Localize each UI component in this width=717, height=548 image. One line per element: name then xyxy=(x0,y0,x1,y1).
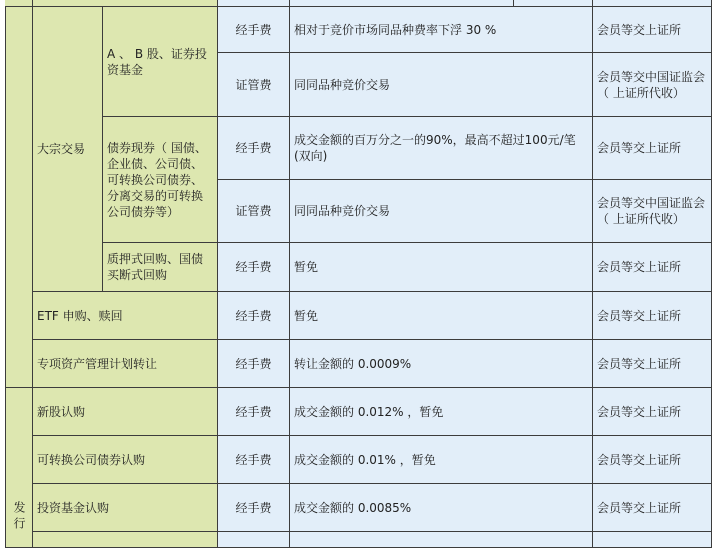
standard-cell xyxy=(290,180,593,243)
collector-cell xyxy=(593,117,712,180)
market-label: 新股认购 xyxy=(37,404,86,419)
standard-cell xyxy=(290,117,593,180)
partial-cell xyxy=(33,0,218,7)
category-cell-trading xyxy=(5,7,33,388)
partial-cell xyxy=(593,0,712,7)
category-cell-issue xyxy=(5,388,33,548)
fee-label: 经手费 xyxy=(235,500,272,515)
market-cell xyxy=(33,340,218,388)
fee-label: 经手费 xyxy=(235,260,272,274)
collector-cell xyxy=(593,180,712,243)
market-cell xyxy=(33,292,218,340)
collector-text: 会员等交上证所 xyxy=(597,260,682,274)
collector-text: 会员等交上证所 xyxy=(597,356,682,371)
fee-cell xyxy=(218,180,290,243)
collector-cell xyxy=(593,7,712,53)
standard-cell xyxy=(290,484,593,532)
market-label: 可转换公司债券认购 xyxy=(37,452,146,467)
market-cell xyxy=(33,388,218,436)
standard-cell xyxy=(290,7,593,53)
collector-text: 会员等交上证所 xyxy=(597,404,682,419)
market-label: 投资基金认购 xyxy=(37,500,110,515)
fee-label: 证管费 xyxy=(235,204,272,218)
collector-text: 会员等交上证所 xyxy=(597,308,682,323)
collector-text: 会员等交上证所 xyxy=(597,22,682,37)
standard-text: 成交金额的百万分之一的90%，最高不超过100元/笔(双向) xyxy=(294,133,576,163)
fee-label: 经手费 xyxy=(235,404,272,419)
standard-cell xyxy=(290,53,593,117)
collector-text: 会员等交中国证监会（ 上证所代收） xyxy=(597,69,706,100)
fee-cell xyxy=(218,532,290,548)
market-cell xyxy=(103,7,218,117)
fee-cell xyxy=(218,117,290,180)
market-cell xyxy=(33,484,218,532)
standard-text: 成交金额的 0.01% ，暂免 xyxy=(294,452,436,467)
standard-text: 同同品种竞价交易 xyxy=(294,77,391,92)
partial-cell xyxy=(5,0,33,7)
fee-label: 证管费 xyxy=(235,77,272,92)
fee-cell xyxy=(218,436,290,484)
standard-text: 成交金额的 0.012% ，暂免 xyxy=(294,404,444,419)
market-label: 质押式回购、国债买断式回购 xyxy=(107,252,204,282)
standard-cell xyxy=(290,340,593,388)
collector-cell xyxy=(593,388,712,436)
collector-cell xyxy=(593,484,712,532)
fee-cell xyxy=(218,484,290,532)
fee-cell xyxy=(218,7,290,53)
collector-cell xyxy=(593,243,712,292)
market-label: ETF 申购、赎回 xyxy=(37,308,123,323)
fee-label: 经手费 xyxy=(235,308,272,323)
market-label: 债券现券（ 国债、企业债、公司债、可转换公司债券、分离交易的可转换公司债券等） xyxy=(107,140,207,219)
market-cell xyxy=(33,532,218,548)
market-cell xyxy=(103,117,218,243)
standard-cell xyxy=(290,436,593,484)
standard-cell xyxy=(290,243,593,292)
category-label-issue: 发行 xyxy=(12,501,26,533)
market-label: A 、 B 股、证券投资基金 xyxy=(107,46,207,77)
collector-text: 会员等交上证所 xyxy=(597,500,682,515)
standard-text: 转让金额的 0.0009% xyxy=(294,356,412,371)
collector-cell xyxy=(593,292,712,340)
market-cell xyxy=(33,436,218,484)
standard-text: 暂免 xyxy=(294,308,319,323)
fee-label: 经手费 xyxy=(235,452,272,467)
fee-cell xyxy=(218,388,290,436)
collector-cell xyxy=(593,532,712,548)
fee-cell xyxy=(218,53,290,117)
standard-text: 暂免 xyxy=(294,260,319,274)
collector-text: 会员等交中国证监会（ 上证所代收） xyxy=(597,196,706,226)
collector-cell xyxy=(593,436,712,484)
partial-cell xyxy=(514,0,593,7)
collector-cell xyxy=(593,53,712,117)
fee-cell xyxy=(218,292,290,340)
fee-cell xyxy=(218,243,290,292)
fee-label: 经手费 xyxy=(235,141,272,155)
standard-text: 成交金额的 0.0085% xyxy=(294,500,412,515)
standard-text: 相对于竞价市场同品种费率下浮 30 % xyxy=(294,22,497,37)
collector-text: 会员等交上证所 xyxy=(597,452,682,467)
collector-cell xyxy=(593,340,712,388)
standard-cell xyxy=(290,532,593,548)
fee-cell xyxy=(218,340,290,388)
fee-label: 经手费 xyxy=(235,356,272,371)
collector-text: 会员等交上证所 xyxy=(597,141,682,155)
group-cell-block-trade xyxy=(33,7,103,292)
group-label-block-trade: 大宗交易 xyxy=(37,142,86,156)
partial-cell xyxy=(218,0,290,7)
standard-cell xyxy=(290,388,593,436)
standard-cell xyxy=(290,292,593,340)
market-label: 专项资产管理计划转让 xyxy=(37,356,158,371)
fee-label: 经手费 xyxy=(235,22,272,37)
standard-text: 同同品种竞价交易 xyxy=(294,204,391,218)
market-cell xyxy=(103,243,218,292)
partial-cell xyxy=(290,0,514,7)
